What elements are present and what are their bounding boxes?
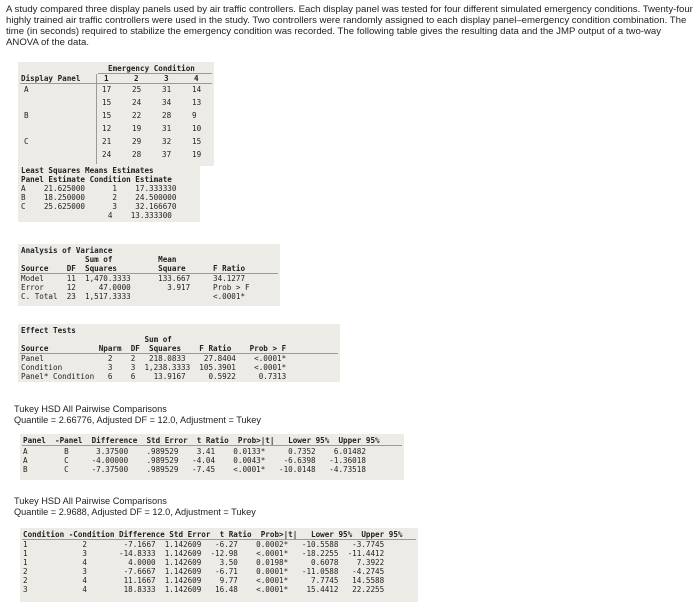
table-cell: 37 (162, 150, 172, 159)
effect-tests-table (18, 324, 340, 382)
emergency-condition-header: Emergency Condition (108, 64, 195, 73)
tukey2-row: 2 3 -7.6667 1.142609 -6.71 0.0001* -11.0588 -4.2745 (23, 567, 385, 576)
anova-row: C. Total 23 1,517.3333 <.0001* (21, 292, 246, 301)
table-cell: 24 (132, 98, 142, 107)
panel-label: B (24, 111, 29, 120)
table-cell: 9 (192, 111, 197, 120)
table-cell: 22 (132, 111, 142, 120)
lsmeans-header: Panel Estimate Condition Estimate (21, 175, 172, 184)
col-1: 1 (104, 74, 109, 83)
table-cell: 29 (132, 137, 142, 146)
tukey1-quantile: Quantile = 2.66776, Adjusted DF = 12.0, Adjustment = Tukey (14, 415, 261, 425)
anova-header2: Source DF Squares Square F Ratio (21, 264, 246, 273)
anova-row: Model 11 1,470.3333 133.667 34.1277 (21, 274, 246, 283)
table-cell: 14 (192, 85, 202, 94)
lsmeans-title: Least Squares Means Estimates (21, 166, 154, 175)
lsmeans-table (18, 164, 200, 222)
tukey-panel-table (20, 434, 404, 480)
table-cell: 15 (192, 137, 202, 146)
tukey1-row: B C -7.37500 .989529 -7.45 <.0001* -10.0148 -4.73518 (23, 465, 366, 474)
table-cell: 13 (192, 98, 202, 107)
table-cell: 28 (132, 150, 142, 159)
panel-label: C (24, 137, 29, 146)
tukey2-caption: Tukey HSD All Pairwise Comparisons (14, 496, 167, 506)
effects-row: Condition 3 3 1,238.3333 105.3901 <.0001* (21, 363, 287, 372)
tukey2-row: 1 4 4.0000 1.142609 3.50 0.0198* 0.6078 7.3922 (23, 558, 385, 567)
effects-header2: Source Nparm DF Squares F Ratio Prob > F (21, 344, 287, 353)
table-cell: 10 (192, 124, 202, 133)
anova-title: Analysis of Variance (21, 246, 113, 255)
table-cell: 19 (132, 124, 142, 133)
data-table (18, 62, 214, 166)
tukey1-row: A C -4.00000 .989529 -4.04 0.0043* -6.6398 -1.36018 (23, 456, 366, 465)
table-cell: 28 (162, 111, 172, 120)
col-2: 2 (134, 74, 139, 83)
tukey2-header: Condition -Condition Difference Std Error t Ratio Prob>|t| Lower 95% Upper 95% (23, 530, 403, 539)
effects-header1: Sum of (21, 335, 172, 344)
display-panel-header: Display Panel (21, 74, 81, 83)
anova-header1: Sum of Mean (21, 255, 177, 264)
tukey2-row: 2 4 11.1667 1.142609 9.77 <.0001* 7.7745 14.5588 (23, 576, 385, 585)
tukey1-row: A B 3.37500 .989529 3.41 0.0133* 0.7352 6.01482 (23, 447, 366, 456)
problem-statement: A study compared three display panels used by air traffic controllers. Each display panel was tested for four different simulated emergency conditions. Twenty-four highly trained air traffic controllers were used in the study. Two controllers were randomly assigned to each display panel–emergency condition combination. The time (in seconds) required to stabilize the emergency condition was recorded. The following table gives the resulting data and the JMP output of a two-way ANOVA of the data. (6, 4, 693, 48)
table-cell: 19 (192, 150, 202, 159)
tukey-condition-table (20, 528, 418, 602)
panel-label: A (24, 85, 29, 94)
table-cell: 34 (162, 98, 172, 107)
lsmeans-row: B 18.250000 2 24.500000 (21, 193, 177, 202)
table-cell: 31 (162, 124, 172, 133)
table-cell: 24 (102, 150, 112, 159)
table-cell: 15 (102, 111, 112, 120)
lsmeans-row: A 21.625000 1 17.333330 (21, 184, 177, 193)
tukey2-row: 3 4 18.8333 1.142609 16.48 <.0001* 15.4412 22.2255 (23, 585, 385, 594)
tukey2-row: 1 2 -7.1667 1.142609 -6.27 0.0002* -10.5588 -3.7745 (23, 540, 385, 549)
lsmeans-row: 4 13.333300 (21, 211, 172, 220)
tukey1-caption: Tukey HSD All Pairwise Comparisons (14, 404, 167, 414)
col-4: 4 (194, 74, 199, 83)
anova-row: Error 12 47.0000 3.917 Prob > F (21, 283, 250, 292)
col-3: 3 (164, 74, 169, 83)
table-cell: 15 (102, 98, 112, 107)
effects-row: Panel* Condition 6 6 13.9167 0.5922 0.7313 (21, 372, 287, 381)
table-cell: 12 (102, 124, 112, 133)
table-cell: 21 (102, 137, 112, 146)
tukey2-row: 1 3 -14.8333 1.142609 -12.98 <.0001* -18.2255 -11.4412 (23, 549, 385, 558)
tukey2-quantile: Quantile = 2.9688, Adjusted DF = 12.0, Adjustment = Tukey (14, 507, 256, 517)
lsmeans-row: C 25.625000 3 32.166670 (21, 202, 177, 211)
anova-table (18, 244, 280, 306)
effects-row: Panel 2 2 218.0833 27.8404 <.0001* (21, 354, 287, 363)
table-cell: 32 (162, 137, 172, 146)
tukey1-header: Panel -Panel Difference Std Error t Ratio Prob>|t| Lower 95% Upper 95% (23, 436, 380, 445)
effects-title: Effect Tests (21, 326, 76, 335)
table-cell: 17 (102, 85, 112, 94)
table-cell: 25 (132, 85, 142, 94)
table-cell: 31 (162, 85, 172, 94)
